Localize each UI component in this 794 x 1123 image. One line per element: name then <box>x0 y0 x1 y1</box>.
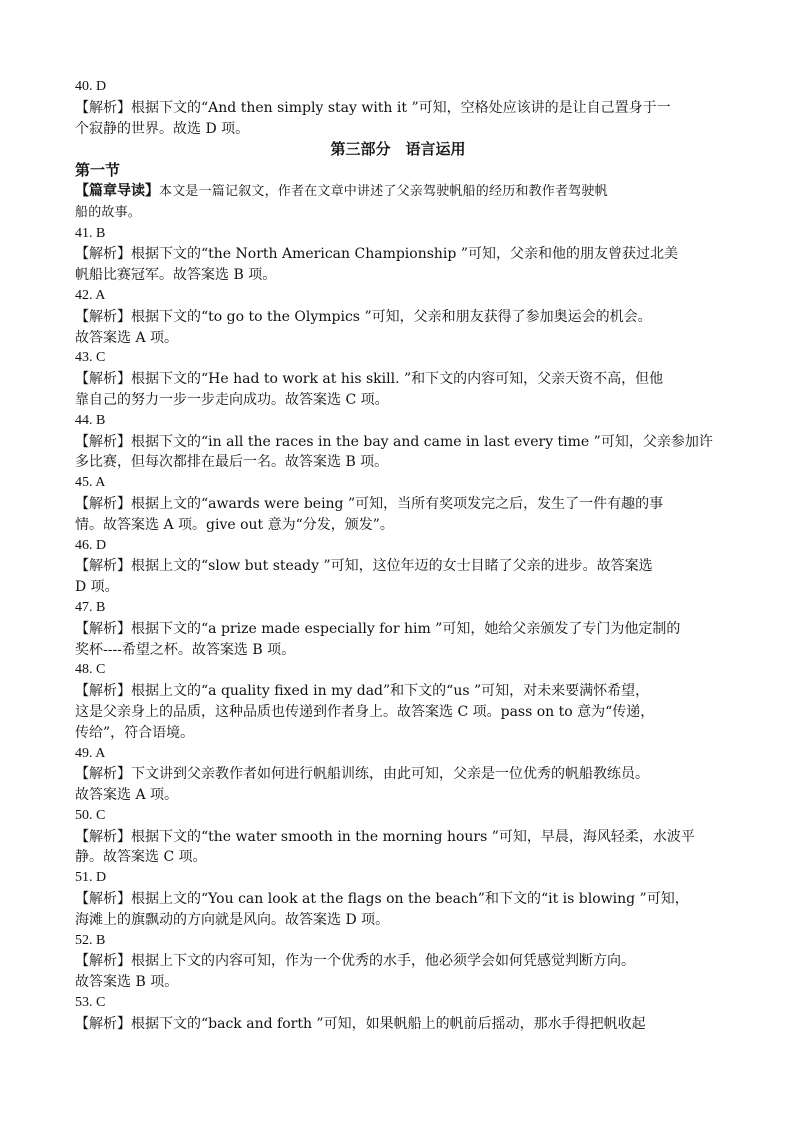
answer-item-53 <box>75 993 721 1035</box>
explanation-line: 情。故答案选 A 项。give out 意为“分发，颁发”。 <box>75 516 394 533</box>
explanation-line: 【解析】下文讲到父亲教作者如何进行帆船训练，由此可知，父亲是一位优秀的帆船教练员。 <box>75 766 649 783</box>
explanation-line: 【解析】根据下文的“the North American Championship ”可知，父亲和他的朋友曾获过北美 <box>75 246 678 263</box>
explanation-line: 【解析】根据下文的“He had to work at his skill. ”和下文的内容可知，父亲天资不高，但他 <box>75 371 664 388</box>
answer-item-45 <box>75 473 721 535</box>
answer-item-51 <box>75 868 721 930</box>
passage-guide-text: 本文是一篇记叙文，作者在文章中讲述了父亲驾驶帆船的经历和教作者驾驶帆 <box>159 183 608 199</box>
passage-guide-text: 船的故事。 <box>75 204 142 220</box>
answer-number: 41. B <box>75 225 106 241</box>
explanation-line: 这是父亲身上的品质，这种品质也传递到作者身上。故答案选 C 项。pass on to 意为“传递， <box>75 703 655 720</box>
explanation-line: 【解析】根据下文的“the water smooth in the morning hours ”可知，早晨，海风轻柔，水波平 <box>75 828 695 845</box>
explanation-line: 静。故答案选 C 项。 <box>75 849 207 866</box>
answer-item-42 <box>75 286 721 348</box>
answer-item-41 <box>75 224 721 286</box>
answer-number: 45. A <box>75 475 106 491</box>
passage-guide-line <box>75 181 721 203</box>
explanation-line: 【解析】根据下文的“in all the races in the bay and came in last every time ”可知，父亲参加许 <box>75 433 713 450</box>
explanation-line: 个寂静的世界。故选 D 项。 <box>75 120 250 137</box>
explanation-line: 传给”，符合语境。 <box>75 724 195 741</box>
explanation-line: 【解析】根据下文的“to go to the Olympics ”可知，父亲和朋友获得了参加奥运会的机会。 <box>75 308 652 325</box>
answer-number: 46. D <box>75 537 107 553</box>
answer-number: 50. C <box>75 807 106 823</box>
answer-item-44 <box>75 411 721 473</box>
passage-guide-tag: 【篇章导读】 <box>75 182 159 199</box>
answer-number: 40. D <box>75 79 107 94</box>
explanation-line: 奖杯----希望之杯。故答案选 B 项。 <box>75 641 296 658</box>
answer-number: 48. C <box>75 662 106 678</box>
section-heading-block <box>75 139 721 223</box>
answer-number: 42. A <box>75 287 106 303</box>
answer-item-43 <box>75 348 721 410</box>
explanation-line: 故答案选 A 项。 <box>75 329 179 346</box>
answer-number: 43. C <box>75 350 106 366</box>
section-title: 第三部分 语言运用 <box>330 140 466 159</box>
explanation-line: 【解析】根据下文的“back and forth ”可知，如果帆船上的帆前后摇动，那水手得把帆收起 <box>75 1015 646 1032</box>
answer-item-46 <box>75 536 721 598</box>
explanation-line: 【解析】根据上下文的内容可知，作为一个优秀的水手，他必须学会如何凭感觉判断方向。 <box>75 953 635 970</box>
explanation-line: 【解析】根据上文的“a quality fixed in my dad”和下文的“us ”可知，对未来要满怀希望， <box>75 683 650 700</box>
answer-number: 52. B <box>75 932 106 948</box>
explanation-line: 【解析】根据下文的“a prize made especially for him ”可知，她给父亲颁发了专门为他定制的 <box>75 620 681 637</box>
answer-number: 47. B <box>75 599 106 615</box>
explanation-line: 【解析】根据上文的“awards were being ”可知，当所有奖项发完之后，发生了一件有趣的事 <box>75 495 664 512</box>
answer-item-40 <box>75 77 721 139</box>
answer-item-50 <box>75 806 721 868</box>
explanation-line: 故答案选 A 项。 <box>75 787 179 804</box>
explanation-line: 海滩上的旗飘动的方向就是风向。故答案选 D 项。 <box>75 911 390 928</box>
explanation-line: 【解析】根据上文的“You can look at the flags on the beach”和下文的“it is blowing ”可知， <box>75 891 689 908</box>
answer-item-48 <box>75 660 721 743</box>
answer-key-page <box>75 77 721 1035</box>
answer-item-49 <box>75 744 721 806</box>
answer-number: 53. C <box>75 995 106 1011</box>
answer-item-52 <box>75 931 721 993</box>
explanation-line: 帆船比赛冠军。故答案选 B 项。 <box>75 267 277 284</box>
answer-number: 44. B <box>75 412 106 428</box>
answer-number: 51. D <box>75 870 107 886</box>
answer-number: 49. A <box>75 745 106 761</box>
explanation-line: 多比赛，但每次都排在最后一名。故答案选 B 项。 <box>75 454 389 471</box>
explanation-line: 故答案选 B 项。 <box>75 974 179 991</box>
explanation-line: 靠自己的努力一步一步走向成功。故答案选 C 项。 <box>75 391 389 408</box>
explanation-line: D 项。 <box>75 579 119 596</box>
answer-item-47 <box>75 598 721 660</box>
explanation-line: 【解析】根据上文的“slow but steady ”可知，这位年迈的女士目睹了父亲的进步。故答案选 <box>75 558 653 575</box>
explanation-line: 【解析】根据下文的“And then simply stay with it ”可知，空格处应该讲的是让自己置身于一 <box>75 99 671 116</box>
section-subtitle: 第一节 <box>75 161 121 180</box>
